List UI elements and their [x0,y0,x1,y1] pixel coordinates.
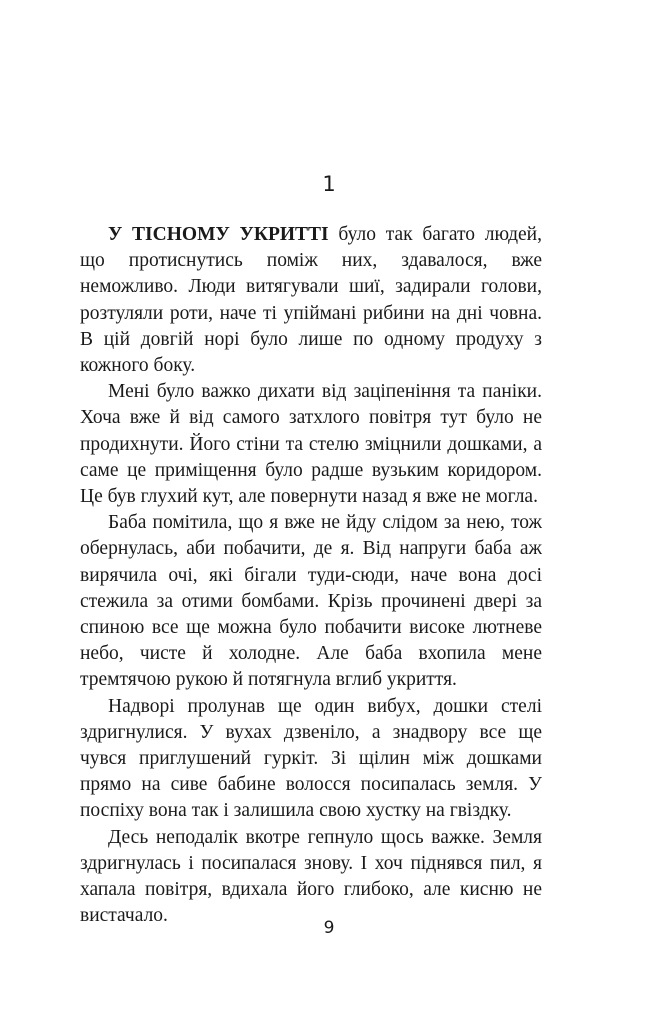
paragraph-1 [80,222,542,379]
paragraph-3: Баба помітила, що я вже не йду слідом за нею, тож обернулась, аби побачити, де я. Від напруги баба аж вирячила очі, які бігали туди-сюди, наче вона досі стежила за отими бомбами. Крізь прочинені двері за спиною все ще можна було побачити високе лютневе небо, чисте й холодне. Але баба вхопила мене тремтячою рукою й потягнула вглиб укриття. [80,512,542,691]
paragraph-lead-in: У ТІСНОМУ УКРИТТІ [108,224,329,245]
paragraph-text: було так багато людей, що протиснутись поміж них, здавалося, вже неможливо. Люди витягували шиї, задирали голови, розтуляли роти, наче ті упіймані рибини на дні човна. В цій довгій норі було лише по одному продуху з кожного боку. [80,224,542,377]
chapter-number: 1 [322,172,336,196]
paragraph-2: Мені було важко дихати від заціпеніння та паніки. Хоча вже й від самого затхлого повітря тут було не продихнути. Його стіни та стелю зміцнили дошками, а саме це приміщення було радше вузьким коридором. Це був глухий кут, але повернути назад я вже не могла. [80,381,542,508]
chapter-body [80,222,542,929]
paragraph-5: Десь неподалік вкотре гепнуло щось важке. Земля здригнулась і посипалася знову. І хоч піднявся пил, я хапала повітря, вдихала його глибоко, але кисню не вистачало. [80,826,542,927]
paragraph-4: Надворі пролунав ще один вибух, дошки стелі здригнулися. У вухах дзвеніло, а знадвору все ще чувся приглушений гуркіт. Зі щілин між дошками прямо на сиве бабине волосся посипалась земля. У поспіху вона так і залишила свою хустку на гвіздку. [80,695,542,822]
page-number: 9 [323,918,335,938]
